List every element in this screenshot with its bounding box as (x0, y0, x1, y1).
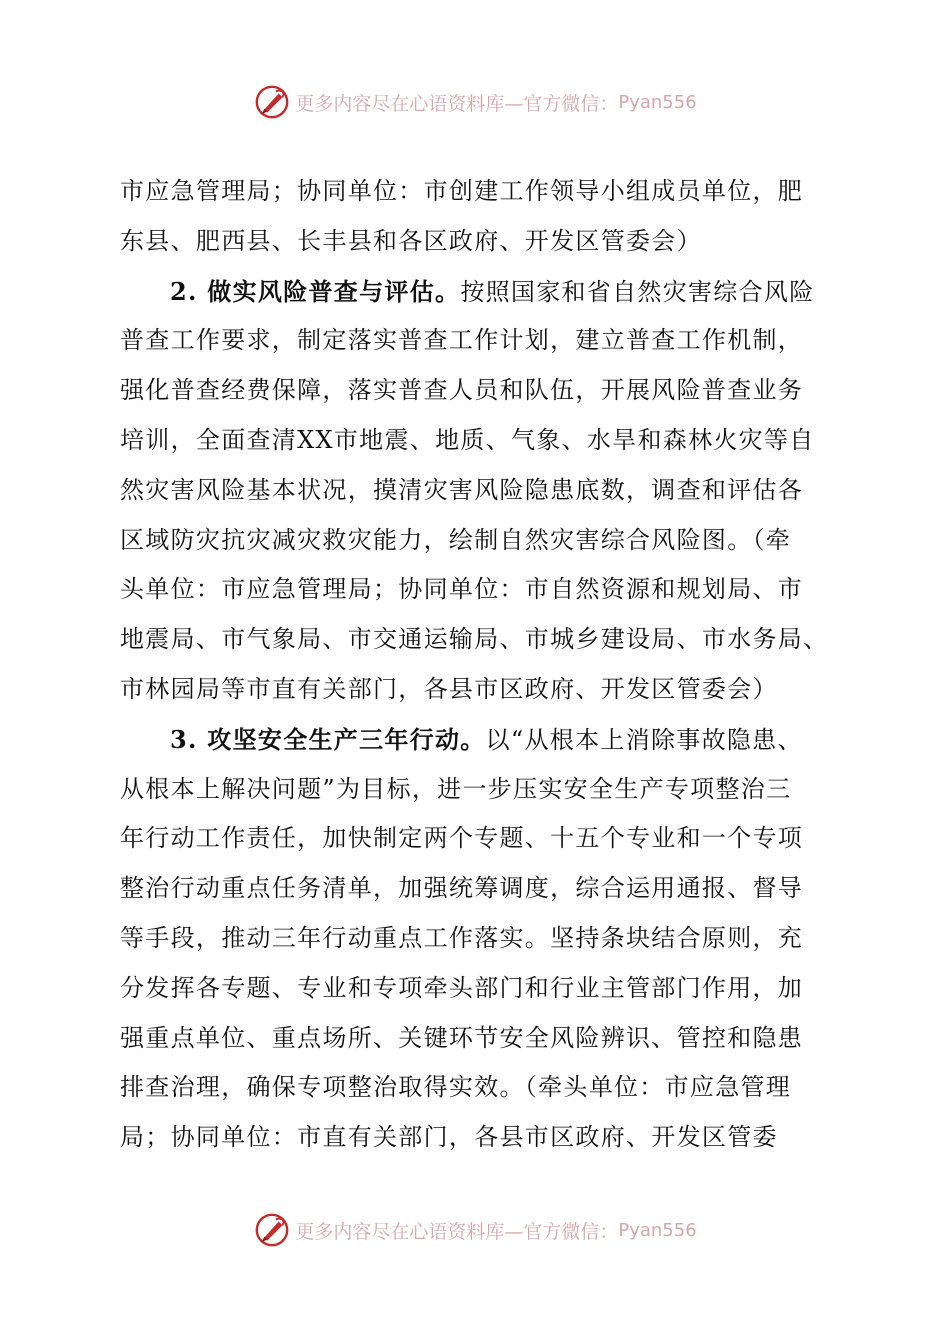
text-line: 地震局、市气象局、市交通运输局、市城乡建设局、市水务局、 (120, 625, 829, 654)
text-line: 市应急管理局；协同单位：市创建工作领导小组成员单位，肥 (120, 177, 804, 205)
text-line: 分发挥各专题、专业和专项牵头部门和行业主管部门作用，加 (120, 973, 804, 1002)
pen-nib-icon (253, 83, 291, 121)
text-line: 排查治理，确保专项整治取得实效。（牵头单位：市应急管理 (120, 1073, 792, 1102)
header-watermark (0, 82, 950, 122)
pen-nib-icon (253, 1211, 291, 1249)
section-heading-line: 2. 做实风险普查与评估。按照国家和省自然灾害综合风险 (170, 276, 815, 306)
text-line: 头单位：市应急管理局；协同单位：市自然资源和规划局、市 (120, 575, 804, 604)
section-heading: 3. 攻坚安全生产三年行动。 (170, 724, 486, 754)
text-line: 区域防灾抗灾减灾救灾能力，绘制自然灾害综合风险图。（牵 (120, 525, 792, 554)
text-line: 市林园局等市直有关部门，各县市区政府、开发区管委会） (120, 674, 778, 703)
watermark-wechat-id: Pyan556 (618, 1219, 697, 1241)
watermark-brand-text: 更多内容尽在心语资料库—官方微信： (295, 92, 619, 115)
text-line: 年行动工作责任，加快制定两个专题、十五个专业和一个专项 (120, 824, 804, 853)
text-line: 然灾害风险基本状况，摸清灾害风险隐患底数，调查和评估各 (120, 475, 804, 504)
text-line: 局；协同单位：市直有关部门，各县市区政府、开发区管委 (120, 1123, 778, 1152)
footer-watermark (0, 1210, 950, 1250)
watermark-wechat-id: Pyan556 (618, 91, 697, 113)
text-line: 东县、肥西县、长丰县和各区政府、开发区管委会） (120, 226, 702, 255)
watermark-brand-text: 更多内容尽在心语资料库—官方微信： (295, 1220, 619, 1243)
text-line: 整治行动重点任务清单，加强统筹调度，综合运用通报、督导 (120, 874, 804, 903)
text-line: 培训，全面查清XX市地震、地质、气象、水旱和森林火灾等自 (120, 425, 815, 454)
text-line: 强重点单位、重点场所、关键环节安全风险辨识、管控和隐患 (120, 1023, 804, 1052)
text-line: 从根本上解决问题”为目标，进一步压实安全生产专项整治三 (120, 774, 792, 803)
section-heading-line: 3. 攻坚安全生产三年行动。以“从根本上消除事故隐患、 (170, 724, 803, 754)
section-heading: 2. 做实风险普查与评估。 (170, 276, 461, 306)
text-line: 等手段，推动三年行动重点工作落实。坚持条块结合原则，充 (120, 923, 804, 952)
document-body (120, 167, 835, 1163)
text-line: 普查工作要求，制定落实普查工作计划，建立普查工作机制， (120, 326, 804, 355)
text-line: 强化普查经费保障，落实普查人员和队伍，开展风险普查业务 (120, 376, 804, 405)
